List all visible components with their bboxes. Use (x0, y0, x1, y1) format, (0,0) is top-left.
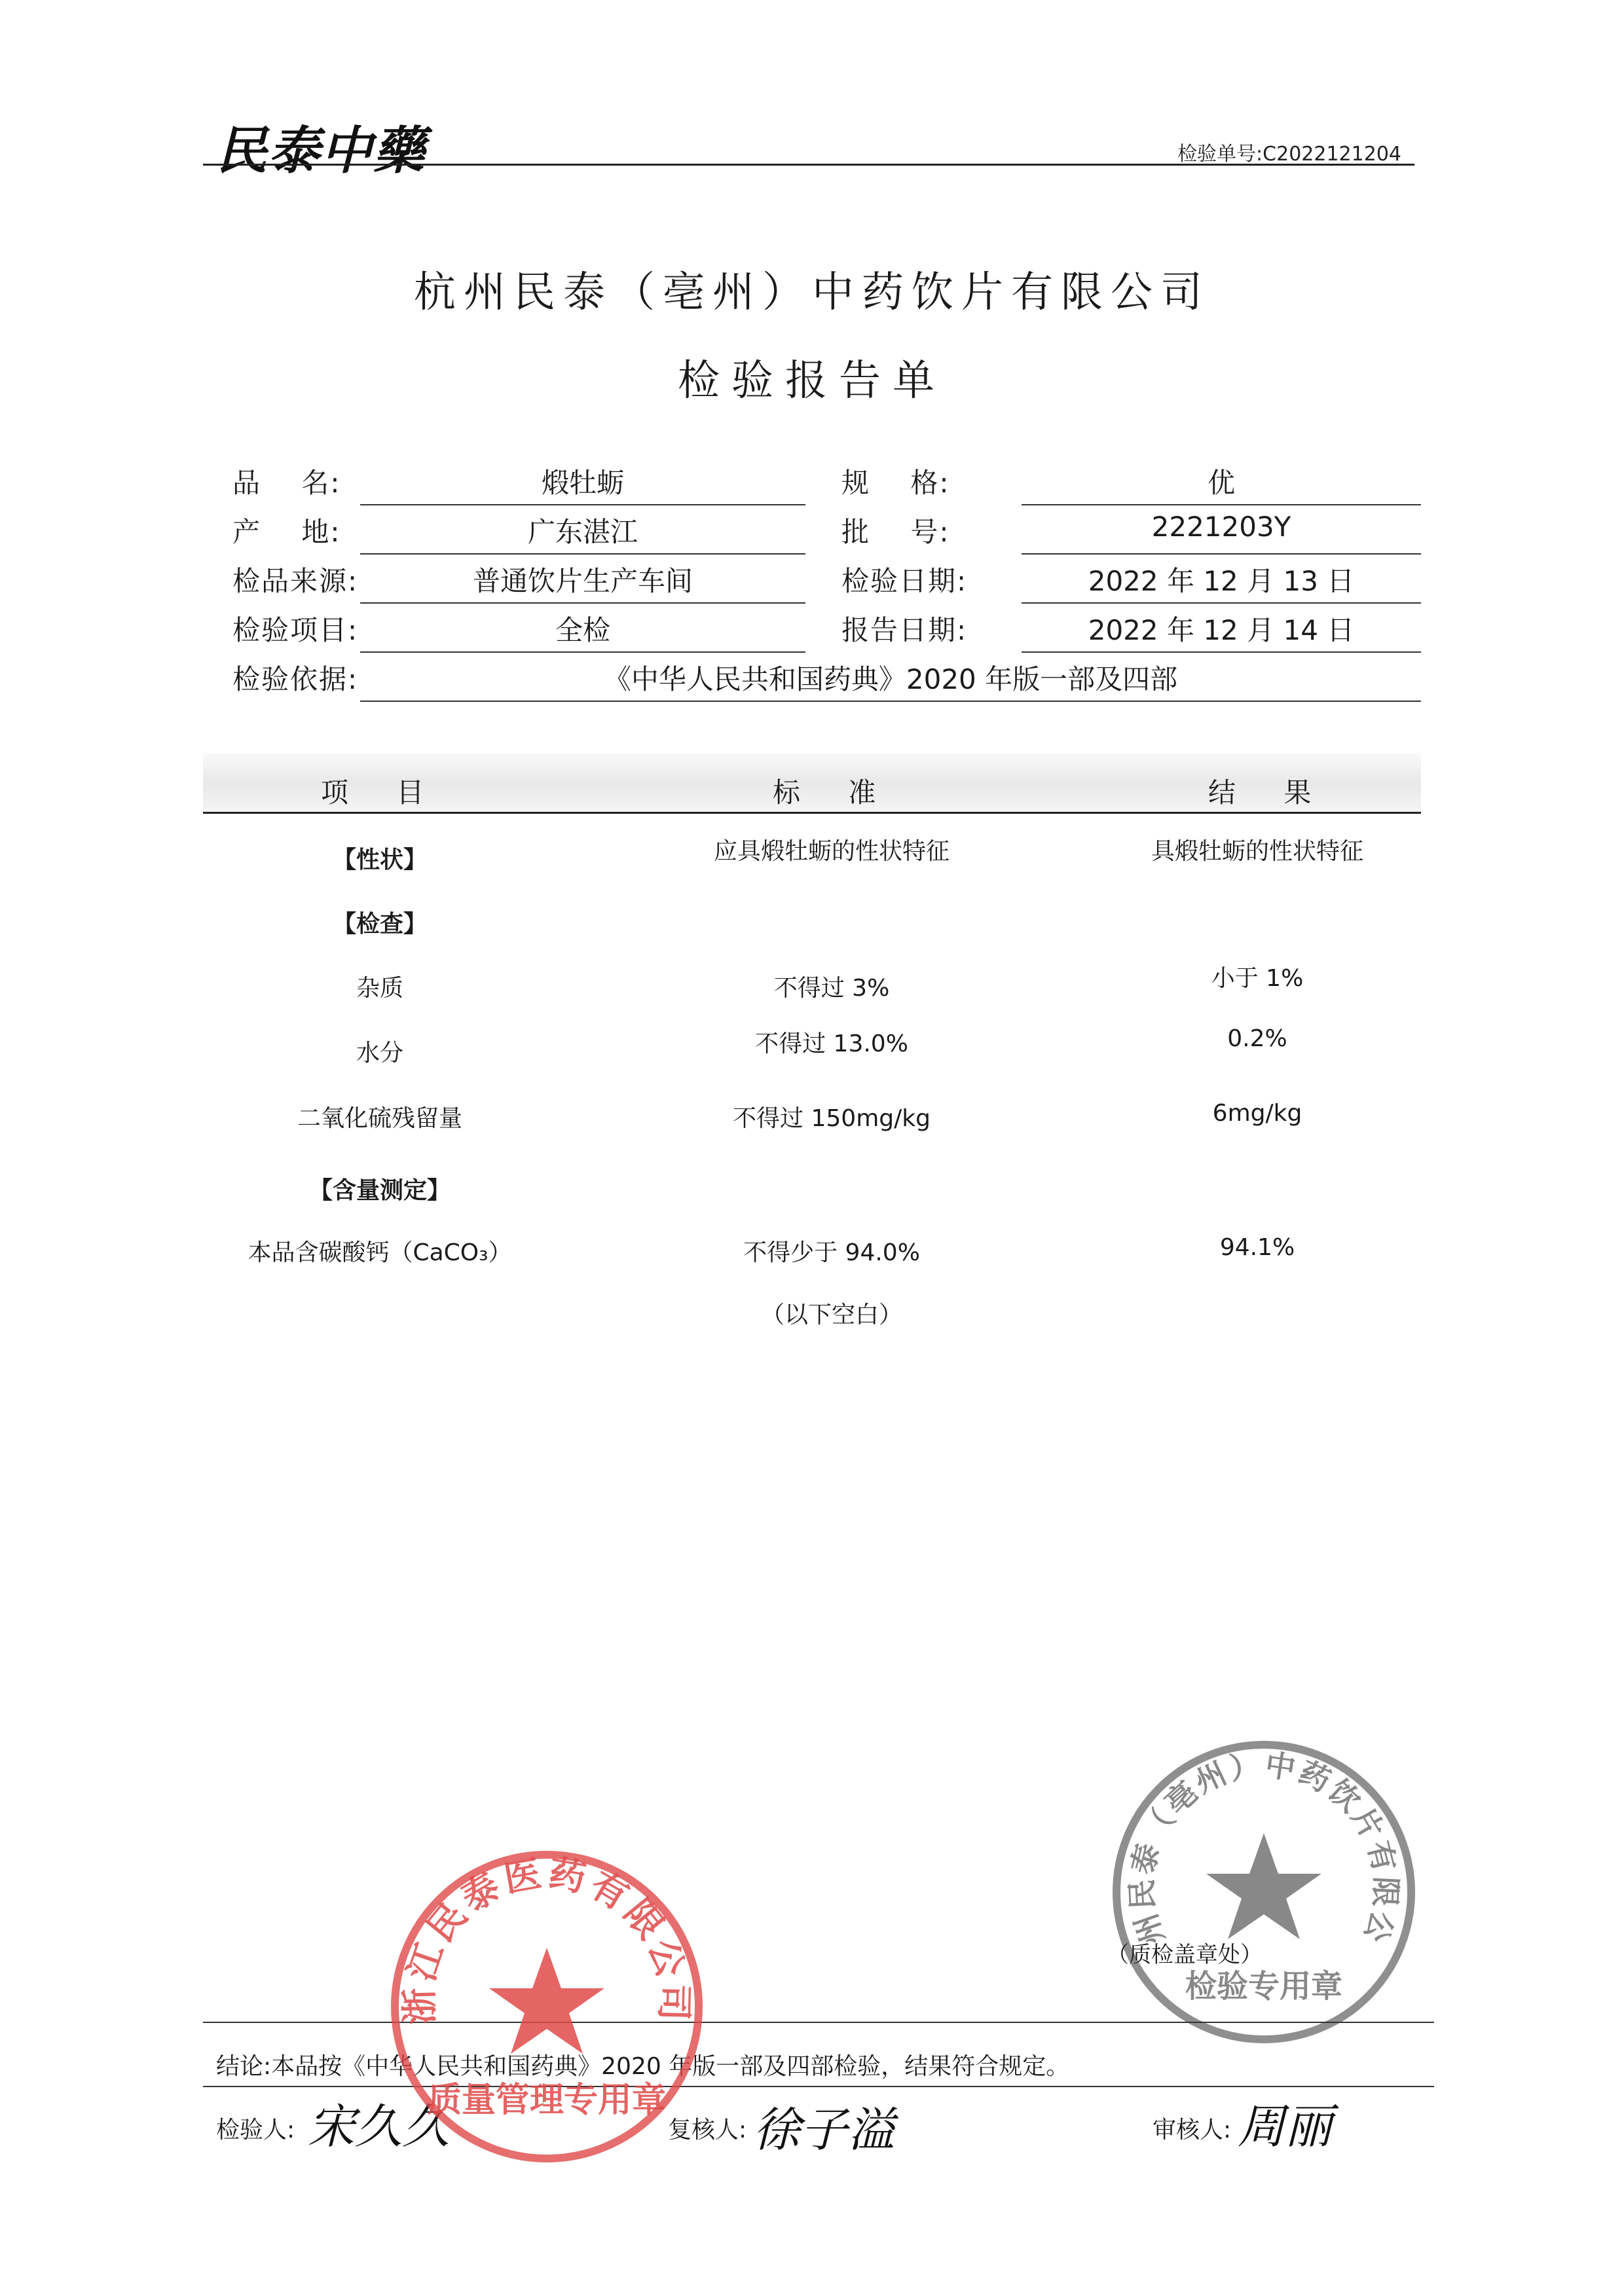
quality-seal-bottom-text: 质量管理专用章 (427, 2081, 667, 2120)
underline (360, 553, 805, 555)
content-result: 94.1% (1219, 1234, 1295, 1261)
underline (360, 602, 805, 604)
product-name-label: 品 名: (232, 467, 341, 499)
underline (1022, 504, 1421, 505)
basis-label: 检验依据: (232, 663, 359, 695)
section-character: 【性状】 (332, 847, 427, 873)
spec-label: 规 格: (841, 467, 950, 499)
underline (1022, 553, 1421, 555)
origin-value: 广东湛江 (527, 516, 638, 548)
col-header-result: 结 果 (1208, 776, 1314, 809)
auditor-signature: 周丽 (1238, 2099, 1333, 2154)
report-no-value: C2022121204 (1263, 143, 1401, 166)
report-number (1177, 137, 1401, 166)
reviewer-signature: 徐子溢 (753, 2102, 895, 2157)
character-standard: 应具煅牡蛎的性状特征 (713, 838, 950, 865)
product-name-value: 煅牡蛎 (541, 467, 624, 499)
report-no-label: 检验单号: (1177, 143, 1263, 166)
col-header-standard: 标 准 (773, 776, 879, 809)
inspection-seal-graphic (1107, 1735, 1421, 2049)
company-name: 杭州民泰（亳州）中药饮片有限公司 (414, 268, 1210, 317)
batch-no-label: 批 号: (841, 516, 950, 548)
section-check: 【检查】 (332, 911, 427, 938)
underline (1022, 651, 1421, 653)
underline (1022, 602, 1421, 604)
source-label: 检品来源: (232, 565, 359, 597)
basis-value: 《中华人民共和国药典》2020 年版一部及四部 (603, 663, 1178, 695)
table-header-divider (203, 812, 1421, 814)
document-title: 检验报告单 (678, 357, 946, 405)
company-logo: 民泰中藥 (216, 121, 426, 181)
quality-seal-arc-text: 浙江民泰医药有限公司 (398, 1851, 695, 2026)
reviewer-label: 复核人: (668, 2117, 747, 2143)
inspector-label: 检验人: (216, 2117, 295, 2143)
row-item: 杂质 (356, 975, 403, 1002)
row-item: 水分 (356, 1040, 403, 1066)
quality-seal-graphic (383, 1843, 710, 2170)
row-result: 6mg/kg (1212, 1100, 1302, 1127)
spec-value: 优 (1207, 467, 1235, 499)
inspect-date-label: 检验日期: (841, 565, 968, 597)
inspection-seal (1107, 1735, 1421, 2049)
conclusion-label: 结论: (216, 2053, 272, 2080)
underline (360, 651, 805, 653)
source-value: 普通饮片生产车间 (472, 565, 693, 597)
report-date-value: 2022 年 12 月 14 日 (1088, 614, 1355, 646)
report-date-label: 报告日期: (841, 614, 968, 646)
row-standard: 不得过 3% (773, 975, 890, 1002)
content-standard: 不得少于 94.0% (743, 1239, 920, 1266)
origin-label: 产 地: (232, 516, 341, 548)
content-item: 本品含碳酸钙（CaCO₃） (248, 1239, 512, 1266)
inspector-signature: 宋久久 (308, 2099, 450, 2154)
row-result: 0.2% (1227, 1025, 1287, 1052)
character-result: 具煅牡蛎的性状特征 (1151, 838, 1363, 865)
col-header-item: 项 目 (321, 776, 427, 809)
row-item: 二氧化硫残留量 (297, 1105, 462, 1132)
section-content: 【含量测定】 (308, 1177, 451, 1204)
seal-placement-note: （质检盖章处） (1107, 1942, 1263, 1968)
row-standard: 不得过 13.0% (755, 1030, 908, 1057)
underline (360, 701, 1421, 702)
conclusion-text: 本品按《中华人民共和国药典》2020 年版一部及四部检验，结果符合规定。 (271, 2053, 1070, 2080)
quality-seal (383, 1843, 710, 2170)
batch-no-value: 2221203Y (1151, 511, 1291, 543)
inspection-seal-arc-text: 州民泰（亳州）中药饮片有限公 (1124, 1747, 1404, 1950)
auditor-label: 审核人: (1153, 2117, 1232, 2143)
underline (360, 504, 805, 505)
header-divider (203, 164, 1414, 166)
inspect-item-label: 检验项目: (232, 614, 359, 646)
inspect-date-value: 2022 年 12 月 13 日 (1088, 565, 1355, 597)
row-result: 小于 1% (1211, 965, 1304, 992)
blank-note: （以下空白） (760, 1302, 902, 1328)
row-standard: 不得过 150mg/kg (733, 1105, 931, 1132)
inspect-item-value: 全检 (555, 614, 610, 646)
inspection-seal-bottom-text: 检验专用章 (1185, 1968, 1343, 2005)
